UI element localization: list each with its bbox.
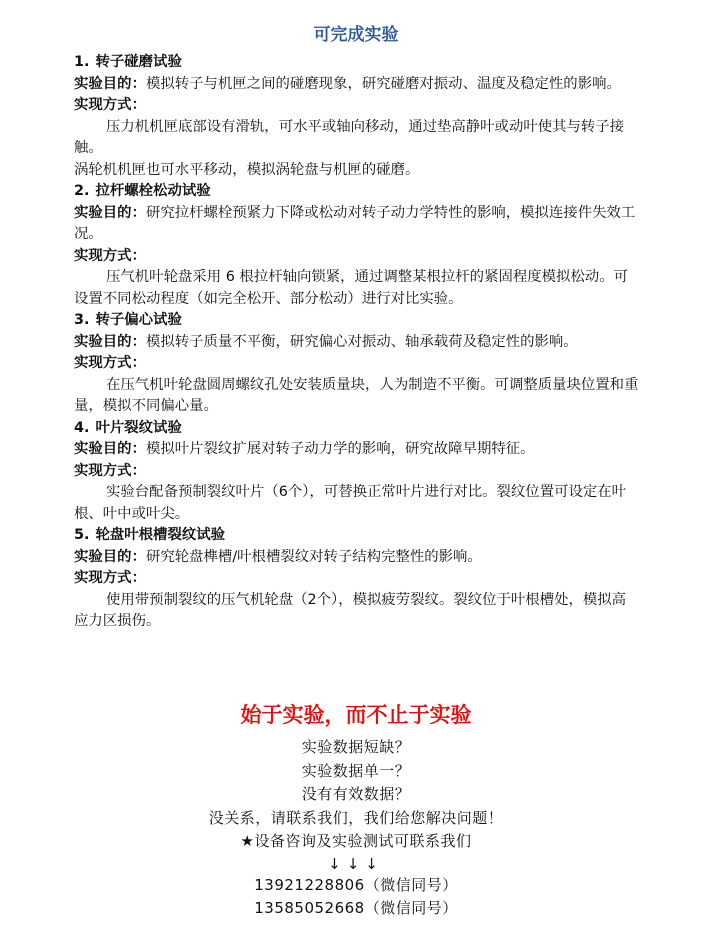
closing-line: 实验数据单一？ <box>301 761 411 780</box>
closing-line: 没关系，请联系我们，我们给您解决问题！ <box>208 808 504 827</box>
section-purpose: 实验目的：模拟叶片裂纹扩展对转子动力学的影响，研究故障早期特征。 <box>74 441 535 457</box>
method-paragraph: 实验台配备预制裂纹叶片（6个），可替换正常叶片进行对比。裂纹位置可设定在叶根、叶中或叶尖。 <box>74 484 627 522</box>
method-paragraph: 涡轮机机匣也可水平移动，模拟涡轮盘与机匣的碰磨。 <box>74 161 420 178</box>
method-label: 实现方式： <box>74 97 146 113</box>
experiment-list <box>74 52 640 633</box>
method-label: 实现方式： <box>74 462 146 479</box>
phone-number: 13921228806（微信同号） <box>254 875 458 894</box>
section-heading: 3. 转子偏心试验 <box>74 312 182 328</box>
section-blade-crack-test <box>74 418 640 526</box>
page-title: 可完成实验 <box>313 25 399 45</box>
section-purpose: 实验目的：模拟转子与机匣之间的碰磨现象，研究碰磨对振动、温度及稳定性的影响。 <box>74 75 621 92</box>
section-heading: 1. 转子碰磨试验 <box>74 54 182 70</box>
section-heading: 4. 叶片裂纹试验 <box>74 419 182 436</box>
closing-line: 没有有效数据？ <box>301 785 411 803</box>
phone-number: 13585052668（微信同号） <box>254 899 458 917</box>
contact-block <box>0 700 712 921</box>
method-label: 实现方式： <box>74 570 146 586</box>
closing-line: 实验数据短缺？ <box>301 738 411 756</box>
section-disk-slot-crack-test <box>74 525 640 633</box>
closing-line: ★设备咨询及实验测试可联系我们 <box>240 832 472 850</box>
method-paragraph: 压力机机匣底部设有滑轨，可水平或轴向移动，通过垫高静叶或动叶使其与转子接触。 <box>74 118 625 156</box>
section-eccentricity-test <box>74 310 640 418</box>
section-rub-test <box>74 52 640 181</box>
section-heading: 2. 拉杆螺栓松动试验 <box>74 183 211 199</box>
section-bolt-loosening-test <box>74 181 640 310</box>
section-heading: 5. 轮盘叶根槽裂纹试验 <box>74 527 226 543</box>
slogan: 始于实验，而不止于实验 <box>240 703 472 727</box>
section-purpose: 实验目的：研究轮盘榫槽/叶根槽裂纹对转子结构完整性的影响。 <box>74 548 482 565</box>
method-paragraph: 使用带预制裂纹的压气机轮盘（2个），模拟疲劳裂纹。裂纹位于叶根槽处，模拟高应力区损伤。 <box>74 591 627 629</box>
method-paragraph: 在压气机叶轮盘圆周螺纹孔处安装质量块，人为制造不平衡。可调整质量块位置和重量，模拟不同偏心量。 <box>74 376 639 414</box>
section-purpose: 实验目的：研究拉杆螺栓预紧力下降或松动对转子动力学特性的影响，模拟连接件失效工况。 <box>74 204 636 242</box>
method-paragraph: 压气机叶轮盘采用 6 根拉杆轴向锁紧，通过调整某根拉杆的紧固程度模拟松动。可设置不同松动程度（如完全松开、部分松动）进行对比实验。 <box>74 269 628 307</box>
method-label: 实现方式： <box>74 247 146 264</box>
section-purpose: 实验目的：模拟转子质量不平衡，研究偏心对振动、轴承载荷及稳定性的影响。 <box>74 333 578 350</box>
method-label: 实现方式： <box>74 355 146 371</box>
down-arrows-icon: ↓↓↓ <box>328 854 384 873</box>
